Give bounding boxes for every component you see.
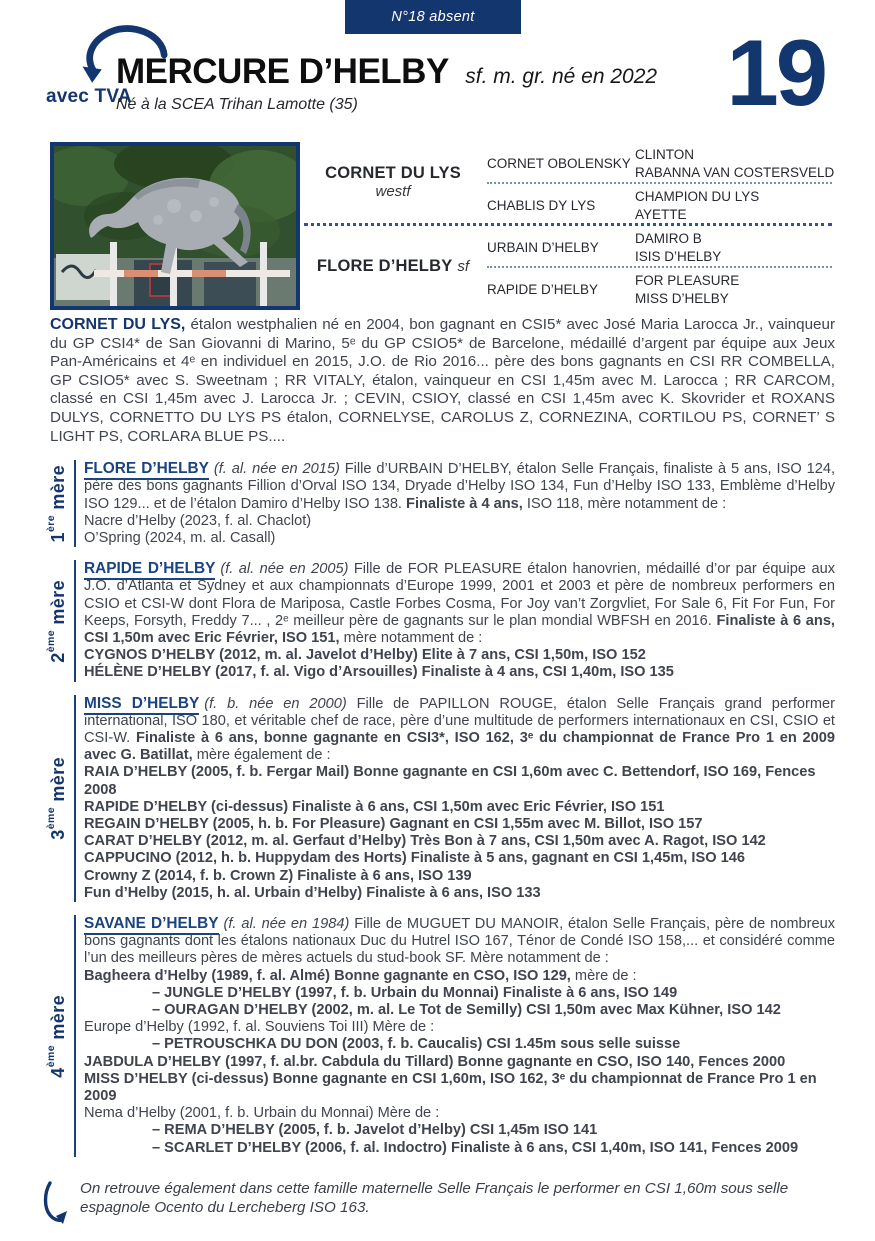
progeny-line [84,1019,835,1036]
text-run: Crowny Z (2014, f. b. Crown Z) Finaliste à 6 ans, ISO 139 [84,867,472,884]
mare-label-text [45,580,69,663]
lot-number: 19 [726,20,825,125]
progeny-line [84,868,835,885]
mare-label-ordinal: ème [45,807,57,830]
mare-label [40,915,74,1157]
mare-body [74,460,835,547]
progeny-line [84,885,835,902]
progeny-line [84,985,835,1002]
progeny-line [84,968,835,985]
progeny-line [84,850,835,867]
mare-intro [84,560,835,647]
pedigree-gen2-name: CHABLIS DY LYS [487,197,596,213]
absent-banner-text: N°18 absent [391,9,475,25]
text-run: O’Spring (2024, m. al. Casall) [84,529,276,546]
pedigree-gen3-name: AYETTE [635,206,687,222]
mare-section-3 [40,695,835,902]
text-run: mère de : [570,967,637,984]
text-run: Fille d’URBAIN D’HELBY, étalon Selle Français, finaliste à 5 ans, ISO 124, père des bons gagnants Fillion d’Orval ISO 134, Dryade d’Helby ISO 134, Fun d’Helby ISO 133, Emblème d’Helby ISO 129... et de l’étalon Damiro d’Helby ISO 138. [84,461,835,512]
text-run: CARAT D’HELBY (2012, m. al. Gerfaut d’Helby) Très Bon à 7 ans, CSI 1,50m avec A. Ragot, ISO 142 [84,833,766,850]
text-run: CAPPUCINO (2012, h. b. Huppydam des Horts) Finaliste à 5 ans, gagnant en CSI 1,45m, ISO 146 [84,850,745,867]
sire-paragraph-lead: CORNET DU LYS, [50,316,186,333]
sire-studbook: westf [375,183,411,200]
pedigree-gen2-gen3 [487,142,838,310]
mare-label-number: 2 [48,651,68,663]
pedigree-row [487,184,838,226]
title-line [116,52,657,92]
progeny-line [84,1122,835,1139]
pedigree-row [487,226,838,268]
mare-label-text [45,757,69,840]
mare-intro [84,695,835,765]
mare-heading: RAPIDE D’HELBY [84,560,215,580]
text-run: – JUNGLE D’HELBY (1997, f. b. Urbain du Monnai) Finaliste à 6 ans, ISO 149 [152,984,678,1001]
text-run: – SCARLET D’HELBY (2006, f. al. Indoctro) Finaliste à 6 ans, CSI 1,40m, ISO 141, Fences 2009 [152,1139,799,1156]
content-area [40,316,835,1225]
progeny-line [84,1140,835,1157]
pedigree-gen3-name: MISS D’HELBY [635,290,729,306]
dam-name: FLORE D’HELBY [316,256,453,275]
pedigree-gen2-name: URBAIN D’HELBY [487,239,599,255]
text-run: Finaliste à 6 ans, bonne gagnante en CSI3*, ISO 162, 3ᵉ du championnat de France Pro 1 en 2009 avec G. Batillat, [84,730,835,764]
text-run: HÉLÈNE D’HELBY (2017, f. al. Vigo d’Arsouilles) Finaliste à 4 ans, CSI 1,40m, ISO 135 [84,664,674,681]
text-run: Fun d’Helby (2015, h. al. Urbain d’Helby) Finaliste à 6 ans, ISO 133 [84,884,541,901]
pedigree-separator [487,266,832,268]
progeny-line [84,664,835,681]
mare-progeny-list [84,968,835,1157]
progeny-line [84,1071,835,1105]
text-run: Nema d’Helby (2001, f. b. Urbain du Monnai) Mère de : [84,1105,440,1122]
mare-progeny-list [84,513,835,547]
pedigree-gen2-name: CORNET OBOLENSKY [487,155,631,171]
text-run: MISS D’HELBY (ci-dessus) Bonne gagnante en CSI 1,60m, ISO 162, 3ᵉ du championnat de France Pro 1 en 2009 [84,1070,817,1105]
pedigree-separator [487,182,832,184]
pedigree-main-separator [304,223,832,226]
text-run: Finaliste à 6 ans, CSI 1,50m avec Eric Février, ISO 151, [84,612,835,646]
pedigree-row [487,142,838,184]
dam-studbook: sf [457,257,470,275]
progeny-line [84,513,835,530]
pedigree-gen3-name: CHAMPION DU LYS [635,188,760,204]
pedigree-gen3-pair [635,147,838,180]
mare-label-text [45,465,69,542]
pedigree-gen3-pair [635,273,838,306]
mare-section-1 [40,460,835,547]
text-run: CYGNOS D’HELBY (2012, m. al. Javelot d’Helby) Elite à 7 ans, CSI 1,50m, ISO 152 [84,647,646,664]
absent-banner [345,0,521,34]
pedigree-gen3-name: DAMIRO B [635,230,702,246]
mare-section-2 [40,560,835,681]
pedigree-gen1 [304,142,482,310]
mare-label-word: mère [48,579,68,630]
sire-paragraph-body: étalon westphalien né en 2004, bon gagnant en CSI5* avec José Maria Larocca Jr., vainqueur du GP CSI4* de San Giovanni di Marino, 5ᵉ du GP CSIO5* de Barcelone, médaillé d’argent par équipe aux Jeux Pan-Américains et 4ᵉ en individuel en 2015, J.O. de Rio 2016... père des bons gagnants en CSI RR COMBELLA, GP CSIO5* avec S. Sweetnam ; RR VITALY, étalon, vainqueur en CSI 1,45m avec M. Larocca ; RR CARCOM, classé en CSI 1,45m avec J. Larocca Jr. ; CEVIN, CSIOY, classé en CSI 1,45m avec K. Skovrider et ROXANS DULYS, CORNETTO DU LYS PS étalon, CORNELYSE, CAROLUS Z, CORNEZINA, CORTILOU PS, CORNET’ S LIGHT PS, CORLARA BLUE PS.... [50,316,835,445]
text-run: (f. b. née en 2000) [204,695,347,712]
text-run: ISO 118, mère notamment de : [522,495,727,512]
text-run: RAPIDE D’HELBY (ci-dessus) Finaliste à 6 ans, CSI 1,50m avec Eric Février, ISO 151 [84,798,665,815]
progeny-line [84,833,835,850]
mare-label-word: mère [48,994,68,1045]
sire-paragraph [50,316,835,446]
pedigree-gen3-pair [635,231,838,264]
mare-progeny-list [84,647,835,681]
pedigree-sire-cell [304,142,482,222]
pedigree-gen3-name: ISIS D’HELBY [635,248,722,264]
text-run: Europe d’Helby (1992, f. al. Souviens Toi III) Mère de : [84,1019,435,1036]
text-run: Fille de PAPILLON ROUGE, étalon Selle Français grand performer international, ISO 180, et véritable chef de race, père d’une multitude de performers internationaux en CSI, CSIO et CSI-W. [84,695,835,746]
text-run: Fille de FOR PLEASURE étalon hanovrien, médaillé d’or par équipe aux J.O. d’Atlanta et Sydney et aux championnats d’Europe 1999, 2001 et 2003 et père de nombreux performers en CSIO et CSI-W dont Flora de Mariposa, Castle Forbes Cosma, For Joy van’t Zorgvliet, For Sale 6, Fit For Fun, For Keeps, Forsyth, Freddy 7... , 2ᵉ meilleur père de gagnants sur le plan mondial WBFSH en 2016. [84,561,835,629]
horse-jumping-photo [50,142,300,310]
text-run: Finaliste à 4 ans, [406,495,523,512]
progeny-line [84,1036,835,1053]
progeny-line [84,530,835,547]
mare-body [74,695,835,902]
mare-label-ordinal: ème [45,629,57,652]
mare-label-word: mère [48,464,68,515]
text-run: RAIA D’HELBY (2005, f. b. Fergar Mail) Bonne gagnante en CSI 1,60m avec C. Bettendorf, ISO 169, Fences 2008 [84,764,816,798]
pedigree-row [487,268,838,310]
mare-label-ordinal: ère [45,514,57,532]
mare-label-number: 1 [48,531,68,543]
tva-label: avec TVA [46,86,132,107]
mare-label-ordinal: ème [45,1044,57,1067]
text-run: – REMA D’HELBY (2005, f. b. Javelot d’Helby) CSI 1,45m ISO 141 [152,1122,598,1139]
footnote-text: On retrouve également dans cette famille maternelle Selle Français le performer en CSI 1,60m sous selle espagnole Ocento du Lercheberg ISO 163. [80,1179,789,1216]
pedigree-gen3-name: FOR PLEASURE [635,272,740,288]
mare-intro [84,915,835,968]
sire-name: CORNET DU LYS [325,164,461,182]
progeny-line [84,1054,835,1071]
mare-heading: FLORE D’HELBY [84,460,209,480]
mare-heading: MISS D’HELBY [84,695,199,715]
mare-label-word: mère [48,756,68,808]
mare-label [40,695,74,902]
text-run: Bagheera d’Helby (1989, f. al. Almé) Bonne gagnante en CSO, ISO 129, [84,967,571,984]
mare-body [74,915,835,1157]
mare-heading: SAVANE D’HELBY [84,915,219,935]
pedigree-gen3-name: CLINTON [635,146,695,162]
mare-intro [84,460,835,513]
progeny-line [84,647,835,664]
progeny-line [84,1002,835,1019]
text-run: (f. al. née en 1984) [223,916,350,933]
mare-section-4 [40,915,835,1157]
text-run: mère également de : [192,747,331,764]
pedigree-dam-cell [304,222,482,310]
horse-photo-art [54,146,296,306]
text-run: – PETROUSCHKA DU DON (2003, f. b. Caucalis) CSI 1.45m sous selle suisse [152,1036,681,1053]
pedigree-gen3-pair [635,189,838,222]
mare-label-number: 4 [48,1066,68,1078]
text-run: REGAIN D’HELBY (2005, h. b. For Pleasure) Gagnant en CSI 1,55m avec M. Billot, ISO 157 [84,816,703,833]
mare-label-text [45,995,69,1078]
progeny-line [84,799,835,816]
pedigree-table [50,142,838,310]
progeny-line [84,816,835,833]
mare-progeny-list [84,764,835,902]
mare-body [74,560,835,681]
footnote [42,1179,835,1225]
progeny-line [84,1105,835,1122]
mare-label [40,460,74,547]
progeny-line [84,764,835,798]
text-run: JABDULA D’HELBY (1997, f. al.br. Cabdula du Tillard) Bonne gagnante en CSO, ISO 140, Fences 2000 [84,1053,786,1070]
pedigree-gen3-name: RABANNA VAN COSTERSVELD [635,164,835,180]
text-run: mère notamment de : [339,629,483,646]
page-title: MERCURE D’HELBY [116,52,449,91]
breeder-line: Né à la SCEA Trihan Lamotte (35) [116,96,358,113]
hook-up-arrow-icon [42,1181,68,1225]
text-run: Fille de MUGUET DU MANOIR, étalon Selle Français, père de nombreux bons gagnants dont les étalons nationaux Duc du Hutrel ISO 167, Ténor de Condé ISO 158,... et considéré comme l’un des meilleurs pères de mères actuels du stud-book SF. Mère notamment de : [84,916,835,967]
text-run: Nacre d’Helby (2023, f. al. Chaclot) [84,512,312,529]
text-run: (f. al. née en 2015) [213,461,340,478]
text-run: (f. al. née en 2005) [220,561,349,578]
horse-description: sf. m. gr. né en 2022 [465,65,658,88]
mare-sections [40,460,835,1157]
mare-label-number: 3 [48,829,68,840]
pedigree-gen2-name: RAPIDE D’HELBY [487,281,599,297]
mare-label [40,560,74,681]
text-run: – OURAGAN D’HELBY (2002, m. al. Le Tot de Semilly) CSI 1,50m avec Max Kühner, ISO 142 [152,1002,781,1019]
